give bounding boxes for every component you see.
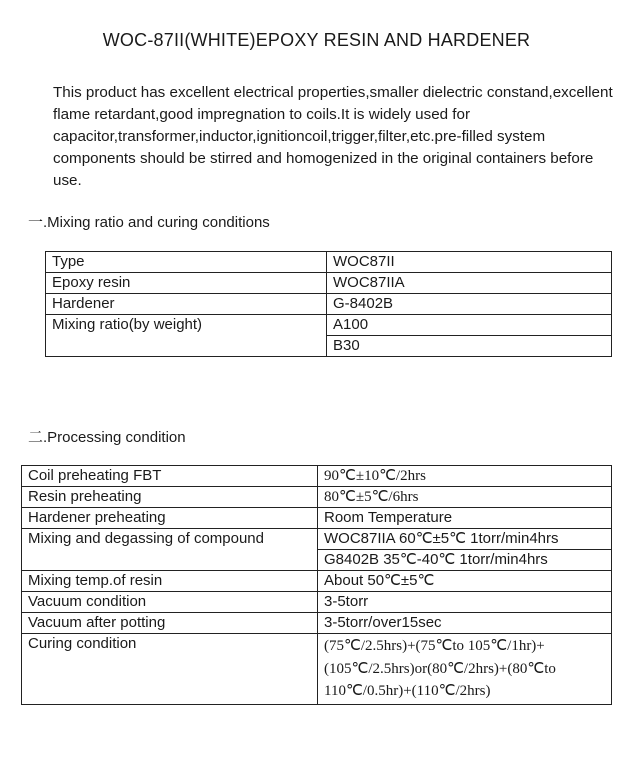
table-row	[22, 466, 612, 487]
row-value: WOC87IIA 60℃±5℃ 1torr/min4hrs	[318, 529, 612, 550]
row-value: A100	[327, 315, 612, 336]
row-label: Type	[46, 252, 327, 273]
mixing-ratio-table	[45, 251, 612, 357]
row-value: WOC87IIA	[327, 273, 612, 294]
row-label: Mixing temp.of resin	[22, 571, 318, 592]
table-row	[22, 592, 612, 613]
row-label: Coil preheating FBT	[22, 466, 318, 487]
row-label: Vacuum condition	[22, 592, 318, 613]
row-value: Room Temperature	[318, 508, 612, 529]
row-value: WOC87II	[327, 252, 612, 273]
table-row	[22, 571, 612, 592]
row-value: (75℃/2.5hrs)+(75℃to 105℃/1hr)+(105℃/2.5hrs)or(80℃/2hrs)+(80℃to 110℃/0.5hr)+(110℃/2hrs)	[318, 634, 612, 705]
row-value: 3-5torr/over15sec	[318, 613, 612, 634]
table-row	[22, 634, 612, 705]
section-heading-processing: 二.Processing condition	[28, 429, 186, 446]
table-row	[46, 273, 612, 294]
row-label: Hardener preheating	[22, 508, 318, 529]
row-value-2: B30	[327, 336, 612, 357]
processing-condition-table	[21, 465, 612, 705]
table-row	[46, 315, 612, 336]
table-row	[22, 529, 612, 550]
row-value: 80℃±5℃/6hrs	[318, 487, 612, 508]
document-title: WOC-87II(WHITE)EPOXY RESIN AND HARDENER	[102, 30, 531, 50]
intro-paragraph: This product has excellent electrical properties,smaller dielectric constand,excellent flame retardant,good impregnation to coils.It is widely used for capacitor,transformer,inductor,ignitioncoil,trigger,filter,etc.pre-filled system components should be stirred and homogenized in the original containers before use.	[53, 84, 613, 189]
row-label: Curing condition	[22, 634, 318, 705]
row-label: Mixing and degassing of compound	[22, 529, 318, 571]
row-value: 3-5torr	[318, 592, 612, 613]
row-value: G-8402B	[327, 294, 612, 315]
row-value: About 50℃±5℃	[318, 571, 612, 592]
section-heading-mixing: 一.Mixing ratio and curing conditions	[28, 214, 270, 231]
row-label: Mixing ratio(by weight)	[46, 315, 327, 357]
row-label: Epoxy resin	[46, 273, 327, 294]
table-row	[46, 294, 612, 315]
table-row	[22, 487, 612, 508]
row-value-2: G8402B 35℃-40℃ 1torr/min4hrs	[318, 550, 612, 571]
row-label: Resin preheating	[22, 487, 318, 508]
row-label: Hardener	[46, 294, 327, 315]
row-value: 90℃±10℃/2hrs	[318, 466, 612, 487]
table-row	[22, 613, 612, 634]
table-row	[22, 508, 612, 529]
row-label: Vacuum after potting	[22, 613, 318, 634]
table-row	[46, 252, 612, 273]
